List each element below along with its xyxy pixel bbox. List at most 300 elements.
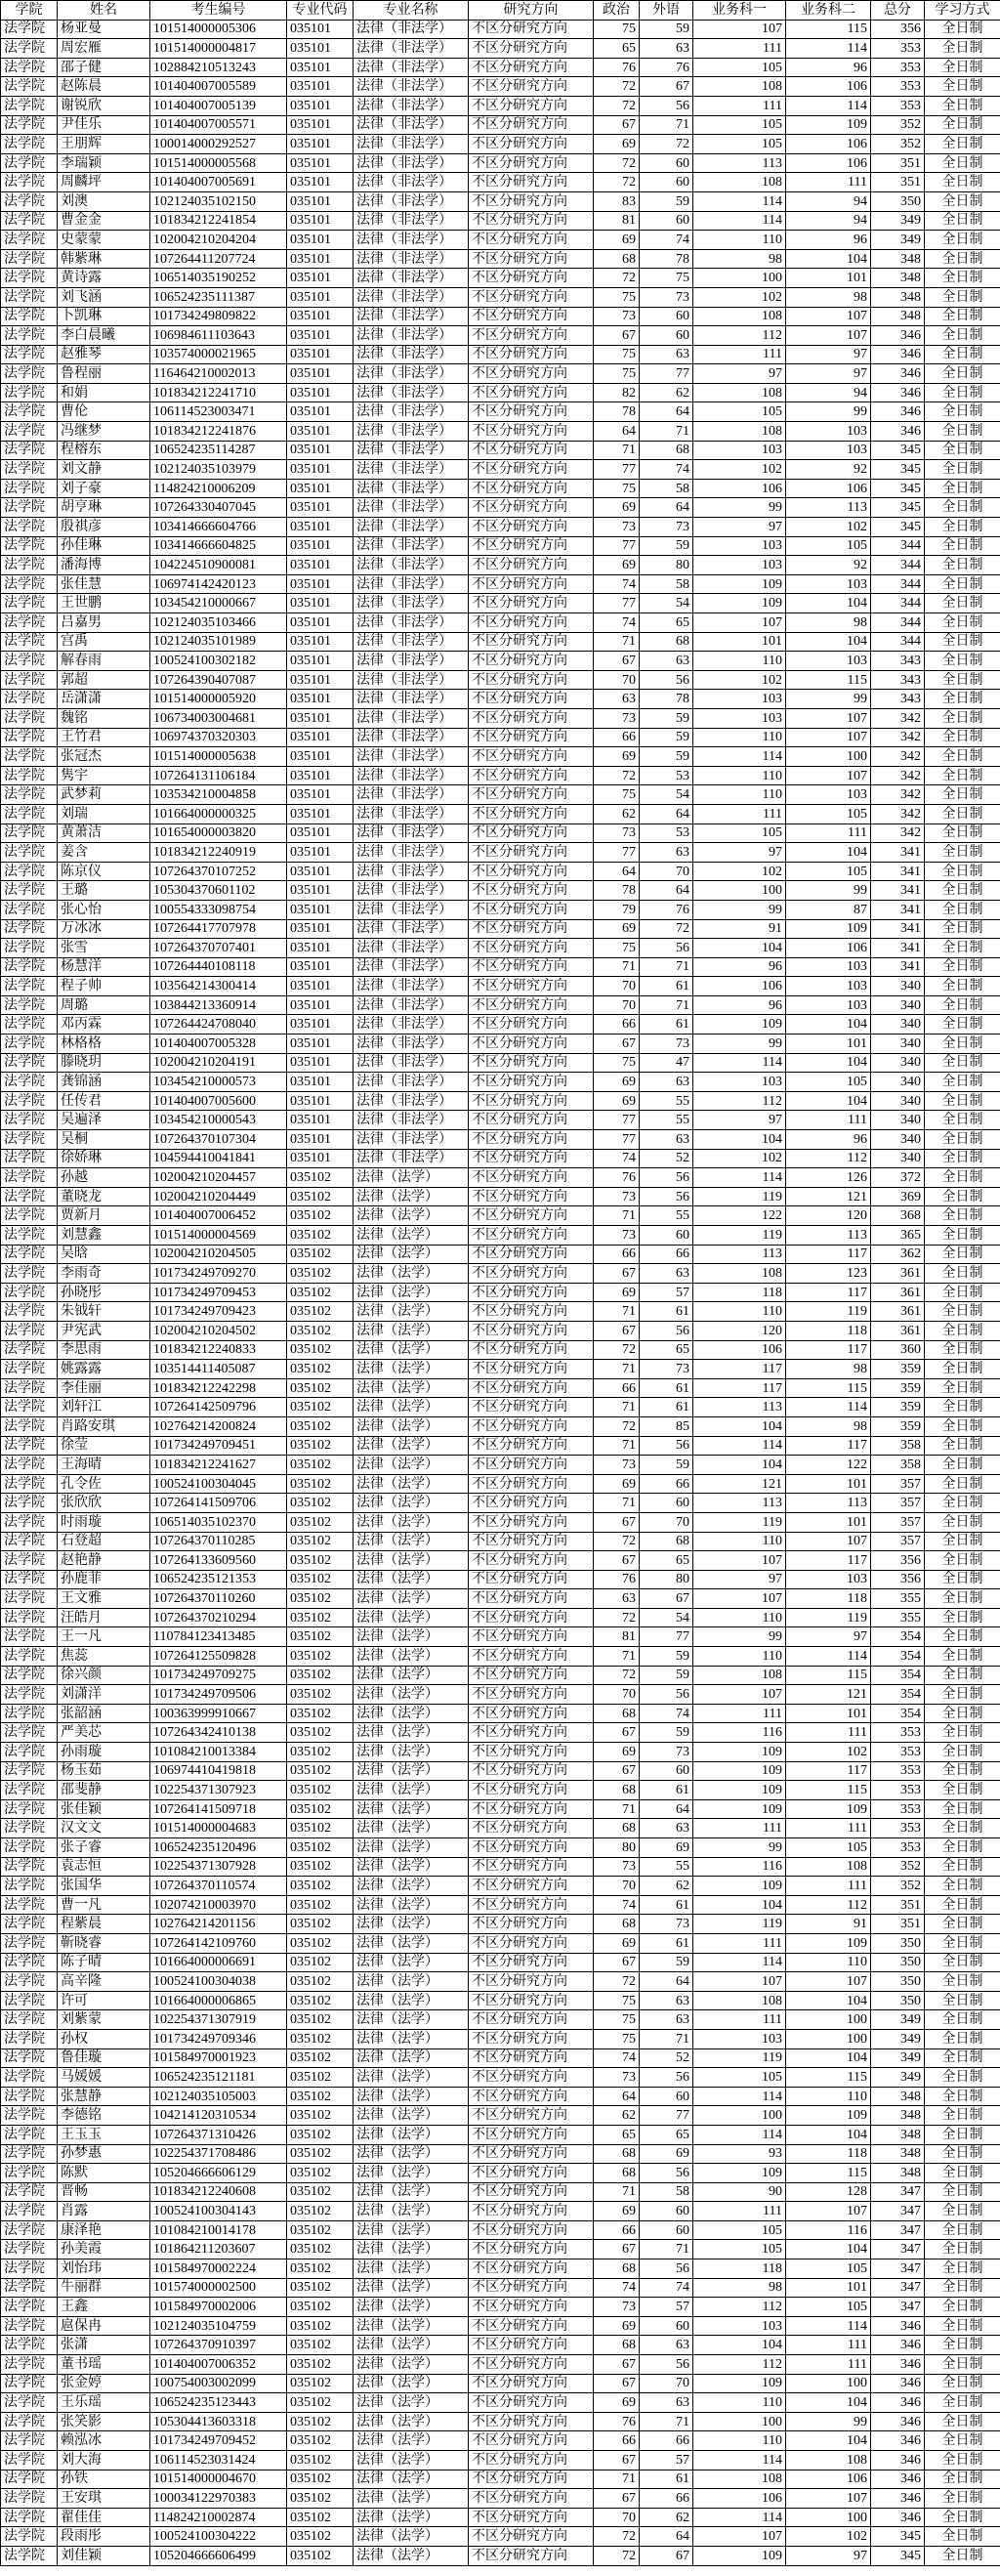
study-mode-cell: 全日制 [925,1704,1000,1723]
college-cell: 法学院 [1,2489,58,2509]
subject-1-cell: 107 [693,1589,786,1609]
major-name-cell: 法律（非法学） [354,135,469,154]
college-cell: 法学院 [1,2029,58,2048]
header-major-name: 专业名称 [354,1,469,21]
foreign-language-cell: 60 [640,1761,693,1781]
subject-2-cell: 104 [786,1991,871,2010]
subject-1-cell: 99 [693,1838,786,1858]
table-row [1,2546,1000,2565]
research-direction-cell: 不区分研究方向 [469,2202,594,2221]
name-cell: 马媛媛 [58,2068,150,2088]
table-row [1,2278,1000,2298]
subject-2-cell: 97 [786,345,871,364]
college-cell: 法学院 [1,1799,58,1819]
exam-id-cell: 102254371307928 [150,1857,287,1877]
subject-2-cell: 111 [786,1111,871,1130]
table-row [1,862,1000,881]
research-direction-cell: 不区分研究方向 [469,1149,594,1168]
total-cell: 359 [871,1378,925,1398]
study-mode-cell: 全日制 [925,2010,1000,2030]
exam-id-cell: 101404007005571 [150,115,287,135]
exam-id-cell: 102124035101989 [150,632,287,652]
subject-2-cell: 99 [786,402,871,422]
politics-cell: 77 [594,843,640,863]
subject-2-cell: 94 [786,383,871,402]
research-direction-cell: 不区分研究方向 [469,1512,594,1532]
subject-1-cell: 105 [693,58,786,77]
foreign-language-cell: 61 [640,1895,693,1915]
total-cell: 352 [871,1857,925,1877]
name-cell: 孙权 [58,2029,150,2048]
foreign-language-cell: 63 [640,2393,693,2413]
table-row [1,1666,1000,1685]
exam-id-cell: 101664000000325 [150,804,287,823]
major-name-cell: 法律（法学） [354,2508,469,2527]
foreign-language-cell: 73 [640,1035,693,1054]
foreign-language-cell: 60 [640,153,693,173]
research-direction-cell: 不区分研究方向 [469,957,594,977]
name-cell: 牛丽群 [58,2278,150,2298]
subject-2-cell: 111 [786,2355,871,2375]
subject-1-cell: 109 [693,594,786,613]
college-cell: 法学院 [1,881,58,901]
subject-1-cell: 102 [693,1149,786,1168]
research-direction-cell: 不区分研究方向 [469,1035,594,1054]
college-cell: 法学院 [1,153,58,173]
subject-2-cell: 104 [786,2393,871,2413]
study-mode-cell: 全日制 [925,900,1000,919]
major-code-cell: 035102 [287,2355,354,2375]
college-cell: 法学院 [1,1187,58,1206]
research-direction-cell: 不区分研究方向 [469,939,594,958]
subject-2-cell: 100 [786,2029,871,2048]
college-cell: 法学院 [1,1972,58,1992]
research-direction-cell: 不区分研究方向 [469,2316,594,2336]
exam-id-cell: 103564214300414 [150,977,287,996]
name-cell: 刘怡玮 [58,2259,150,2279]
subject-2-cell: 107 [786,708,871,728]
subject-1-cell: 104 [693,939,786,958]
total-cell: 342 [871,804,925,823]
major-code-cell: 035102 [287,1933,354,1953]
total-cell: 347 [871,2220,925,2240]
total-cell: 346 [871,2374,925,2393]
research-direction-cell: 不区分研究方向 [469,1857,594,1877]
foreign-language-cell: 59 [640,1666,693,1685]
name-cell: 时雨璇 [58,1512,150,1532]
politics-cell: 71 [594,2470,640,2489]
subject-1-cell: 102 [693,287,786,307]
research-direction-cell: 不区分研究方向 [469,900,594,919]
table-row [1,1494,1000,1513]
subject-1-cell: 119 [693,1915,786,1934]
study-mode-cell: 全日制 [925,939,1000,958]
research-direction-cell: 不区分研究方向 [469,1953,594,1972]
subject-2-cell: 103 [786,652,871,671]
college-cell: 法学院 [1,1168,58,1188]
major-code-cell: 035102 [287,2068,354,2088]
major-name-cell: 法律（非法学） [354,441,469,460]
study-mode-cell: 全日制 [925,1570,1000,1589]
college-cell: 法学院 [1,1436,58,1456]
total-cell: 341 [871,843,925,863]
major-name-cell: 法律（法学） [354,1743,469,1762]
politics-cell: 68 [594,1819,640,1838]
total-cell: 345 [871,518,925,537]
major-code-cell: 035102 [287,2393,354,2413]
politics-cell: 69 [594,2393,640,2413]
study-mode-cell: 全日制 [925,1245,1000,1264]
politics-cell: 77 [594,1130,640,1150]
name-cell: 董晓龙 [58,1187,150,1206]
table-row [1,708,1000,728]
table-row [1,1627,1000,1647]
major-name-cell: 法律（非法学） [354,670,469,690]
major-name-cell: 法律（非法学） [354,211,469,231]
name-cell: 胡亨琳 [58,498,150,518]
subject-1-cell: 114 [693,191,786,211]
major-code-cell: 035102 [287,1340,354,1360]
college-cell: 法学院 [1,307,58,326]
subject-1-cell: 108 [693,383,786,402]
research-direction-cell: 不区分研究方向 [469,747,594,767]
exam-id-cell: 107264142509796 [150,1398,287,1417]
subject-2-cell: 105 [786,1838,871,1858]
major-name-cell: 法律（非法学） [354,191,469,211]
total-cell: 355 [871,1589,925,1609]
college-cell: 法学院 [1,1474,58,1494]
subject-1-cell: 112 [693,2298,786,2317]
college-cell: 法学院 [1,1378,58,1398]
major-name-cell: 法律（非法学） [354,96,469,115]
study-mode-cell: 全日制 [925,1743,1000,1762]
foreign-language-cell: 74 [640,1704,693,1723]
table-row [1,2068,1000,2088]
major-code-cell: 035102 [287,1378,354,1398]
politics-cell: 67 [594,1321,640,1340]
subject-2-cell: 122 [786,1456,871,1475]
politics-cell: 73 [594,708,640,728]
subject-1-cell: 105 [693,2240,786,2259]
college-cell: 法学院 [1,422,58,442]
study-mode-cell: 全日制 [925,957,1000,977]
major-code-cell: 035101 [287,881,354,901]
subject-1-cell: 99 [693,498,786,518]
foreign-language-cell: 57 [640,2451,693,2470]
subject-1-cell: 111 [693,2202,786,2221]
foreign-language-cell: 56 [640,96,693,115]
college-cell: 法学院 [1,1264,58,1284]
college-cell: 法学院 [1,613,58,633]
college-cell: 法学院 [1,1857,58,1877]
subject-2-cell: 111 [786,1819,871,1838]
foreign-language-cell: 70 [640,862,693,881]
header-row [1,1,1000,21]
subject-2-cell: 113 [786,1494,871,1513]
politics-cell: 64 [594,862,640,881]
subject-2-cell: 94 [786,191,871,211]
college-cell: 法学院 [1,1991,58,2010]
table-row [1,652,1000,671]
total-cell: 344 [871,632,925,652]
major-name-cell: 法律（非法学） [354,632,469,652]
study-mode-cell: 全日制 [925,1627,1000,1647]
college-cell: 法学院 [1,269,58,288]
major-name-cell: 法律（非法学） [354,77,469,97]
major-code-cell: 035101 [287,785,354,805]
major-name-cell: 法律（非法学） [354,479,469,498]
research-direction-cell: 不区分研究方向 [469,2451,594,2470]
major-code-cell: 035101 [287,1035,354,1054]
major-code-cell: 035101 [287,191,354,211]
table-row [1,402,1000,422]
total-cell: 349 [871,2048,925,2068]
subject-1-cell: 110 [693,2393,786,2413]
study-mode-cell: 全日制 [925,2412,1000,2431]
research-direction-cell: 不区分研究方向 [469,115,594,135]
table-row [1,1704,1000,1723]
study-mode-cell: 全日制 [925,135,1000,154]
research-direction-cell: 不区分研究方向 [469,1991,594,2010]
table-row [1,1877,1000,1896]
college-cell: 法学院 [1,1130,58,1150]
politics-cell: 67 [594,2451,640,2470]
study-mode-cell: 全日制 [925,1168,1000,1188]
total-cell: 340 [871,1130,925,1150]
name-cell: 孙晓彤 [58,1283,150,1302]
exam-id-cell: 106114523031424 [150,2451,287,2470]
table-row [1,613,1000,633]
subject-2-cell: 97 [786,364,871,384]
total-cell: 345 [871,498,925,518]
subject-1-cell: 104 [693,1416,786,1436]
research-direction-cell: 不区分研究方向 [469,2393,594,2413]
research-direction-cell: 不区分研究方向 [469,1933,594,1953]
subject-1-cell: 96 [693,995,786,1015]
research-direction-cell: 不区分研究方向 [469,1915,594,1934]
total-cell: 345 [871,460,925,480]
foreign-language-cell: 62 [640,2508,693,2527]
major-name-cell: 法律（非法学） [354,977,469,996]
foreign-language-cell: 75 [640,269,693,288]
table-row [1,2182,1000,2202]
subject-2-cell: 106 [786,77,871,97]
politics-cell: 81 [594,1627,640,1647]
foreign-language-cell: 69 [640,2144,693,2164]
college-cell: 法学院 [1,1111,58,1130]
subject-2-cell: 111 [786,1877,871,1896]
total-cell: 349 [871,2029,925,2048]
exam-id-cell: 102004210204204 [150,231,287,250]
foreign-language-cell: 59 [640,191,693,211]
study-mode-cell: 全日制 [925,536,1000,556]
foreign-language-cell: 52 [640,2048,693,2068]
subject-1-cell: 110 [693,2431,786,2451]
study-mode-cell: 全日制 [925,287,1000,307]
research-direction-cell: 不区分研究方向 [469,58,594,77]
research-direction-cell: 不区分研究方向 [469,1666,594,1685]
major-code-cell: 035102 [287,1972,354,1992]
total-cell: 347 [871,2278,925,2298]
subject-2-cell: 111 [786,2336,871,2355]
name-cell: 肖路安琪 [58,1416,150,1436]
research-direction-cell: 不区分研究方向 [469,287,594,307]
major-code-cell: 035102 [287,2259,354,2279]
major-name-cell: 法律（法学） [354,2202,469,2221]
politics-cell: 75 [594,939,640,958]
college-cell: 法学院 [1,2068,58,2088]
total-cell: 348 [871,269,925,288]
exam-id-cell: 102124035105003 [150,2087,287,2106]
study-mode-cell: 全日制 [925,1187,1000,1206]
politics-cell: 67 [594,2240,640,2259]
study-mode-cell: 全日制 [925,995,1000,1015]
exam-id-cell: 101514000004817 [150,39,287,59]
major-name-cell: 法律（法学） [354,1627,469,1647]
research-direction-cell: 不区分研究方向 [469,2220,594,2240]
exam-id-cell: 101584970001923 [150,2048,287,2068]
major-code-cell: 035101 [287,1149,354,1168]
subject-1-cell: 103 [693,2316,786,2336]
table-row [1,1226,1000,1246]
major-name-cell: 法律（非法学） [354,39,469,59]
politics-cell: 68 [594,249,640,269]
header-college: 学院 [1,1,58,21]
subject-1-cell: 105 [693,2220,786,2240]
header-name: 姓名 [58,1,150,21]
major-name-cell: 法律（法学） [354,1647,469,1667]
research-direction-cell: 不区分研究方向 [469,20,594,39]
total-cell: 353 [871,1761,925,1781]
study-mode-cell: 全日制 [925,1130,1000,1150]
name-cell: 王文雅 [58,1589,150,1609]
study-mode-cell: 全日制 [925,422,1000,442]
foreign-language-cell: 73 [640,1915,693,1934]
college-cell: 法学院 [1,1340,58,1360]
table-row [1,2336,1000,2355]
name-cell: 石登超 [58,1532,150,1551]
subject-2-cell: 105 [786,536,871,556]
name-cell: 孙铁 [58,2470,150,2489]
subject-1-cell: 114 [693,1053,786,1073]
research-direction-cell: 不区分研究方向 [469,1608,594,1627]
college-cell: 法学院 [1,939,58,958]
foreign-language-cell: 61 [640,1378,693,1398]
exam-id-cell: 104214120310534 [150,2106,287,2126]
table-row [1,153,1000,173]
subject-2-cell: 102 [786,1743,871,1762]
total-cell: 345 [871,441,925,460]
subject-1-cell: 106 [693,977,786,996]
subject-1-cell: 117 [693,1378,786,1398]
exam-id-cell: 101734249709506 [150,1685,287,1705]
politics-cell: 63 [594,690,640,709]
major-name-cell: 法律（非法学） [354,900,469,919]
subject-1-cell: 112 [693,2355,786,2375]
subject-1-cell: 104 [693,1895,786,1915]
name-cell: 张冠杰 [58,747,150,767]
college-cell: 法学院 [1,1035,58,1054]
total-cell: 349 [871,231,925,250]
table-row [1,422,1000,442]
foreign-language-cell: 56 [640,670,693,690]
research-direction-cell: 不区分研究方向 [469,96,594,115]
exam-id-cell: 101404007005589 [150,77,287,97]
total-cell: 350 [871,1972,925,1992]
subject-2-cell: 115 [786,2068,871,2088]
major-code-cell: 035101 [287,574,354,594]
table-row [1,995,1000,1015]
study-mode-cell: 全日制 [925,1398,1000,1417]
subject-2-cell: 121 [786,1685,871,1705]
subject-1-cell: 118 [693,1283,786,1302]
table-row [1,1799,1000,1819]
table-row [1,747,1000,767]
foreign-language-cell: 67 [640,77,693,97]
research-direction-cell: 不区分研究方向 [469,1474,594,1494]
research-direction-cell: 不区分研究方向 [469,536,594,556]
subject-2-cell: 118 [786,2144,871,2164]
politics-cell: 69 [594,1743,640,1762]
table-row [1,2316,1000,2336]
major-code-cell: 035102 [287,1398,354,1417]
college-cell: 法学院 [1,2278,58,2298]
politics-cell: 70 [594,977,640,996]
major-name-cell: 法律（法学） [354,2546,469,2565]
major-name-cell: 法律（非法学） [354,1091,469,1111]
major-name-cell: 法律（法学） [354,2164,469,2183]
politics-cell: 71 [594,2182,640,2202]
table-row [1,115,1000,135]
exam-id-cell: 101584970002006 [150,2298,287,2317]
table-row [1,1187,1000,1206]
exam-id-cell: 106524235120496 [150,1838,287,1858]
exam-id-cell: 101834212242298 [150,1378,287,1398]
college-cell: 法学院 [1,1685,58,1705]
major-name-cell: 法律（法学） [354,2010,469,2030]
table-row [1,766,1000,785]
foreign-language-cell: 56 [640,1187,693,1206]
table-row [1,2220,1000,2240]
politics-cell: 70 [594,995,640,1015]
foreign-language-cell: 73 [640,287,693,307]
major-code-cell: 035102 [287,2220,354,2240]
subject-2-cell: 92 [786,460,871,480]
exam-id-cell: 102254371708486 [150,2144,287,2164]
subject-2-cell: 113 [786,498,871,518]
subject-2-cell: 108 [786,2451,871,2470]
research-direction-cell: 不区分研究方向 [469,862,594,881]
research-direction-cell: 不区分研究方向 [469,364,594,384]
politics-cell: 73 [594,307,640,326]
major-code-cell: 035101 [287,518,354,537]
research-direction-cell: 不区分研究方向 [469,1895,594,1915]
college-cell: 法学院 [1,249,58,269]
politics-cell: 73 [594,1187,640,1206]
subject-2-cell: 126 [786,1168,871,1188]
research-direction-cell: 不区分研究方向 [469,613,594,633]
college-cell: 法学院 [1,1627,58,1647]
major-name-cell: 法律（非法学） [354,594,469,613]
total-cell: 349 [871,211,925,231]
college-cell: 法学院 [1,728,58,747]
table-row [1,1283,1000,1302]
total-cell: 343 [871,690,925,709]
major-name-cell: 法律（法学） [354,1226,469,1246]
subject-2-cell: 123 [786,1264,871,1284]
college-cell: 法学院 [1,823,58,843]
college-cell: 法学院 [1,460,58,480]
